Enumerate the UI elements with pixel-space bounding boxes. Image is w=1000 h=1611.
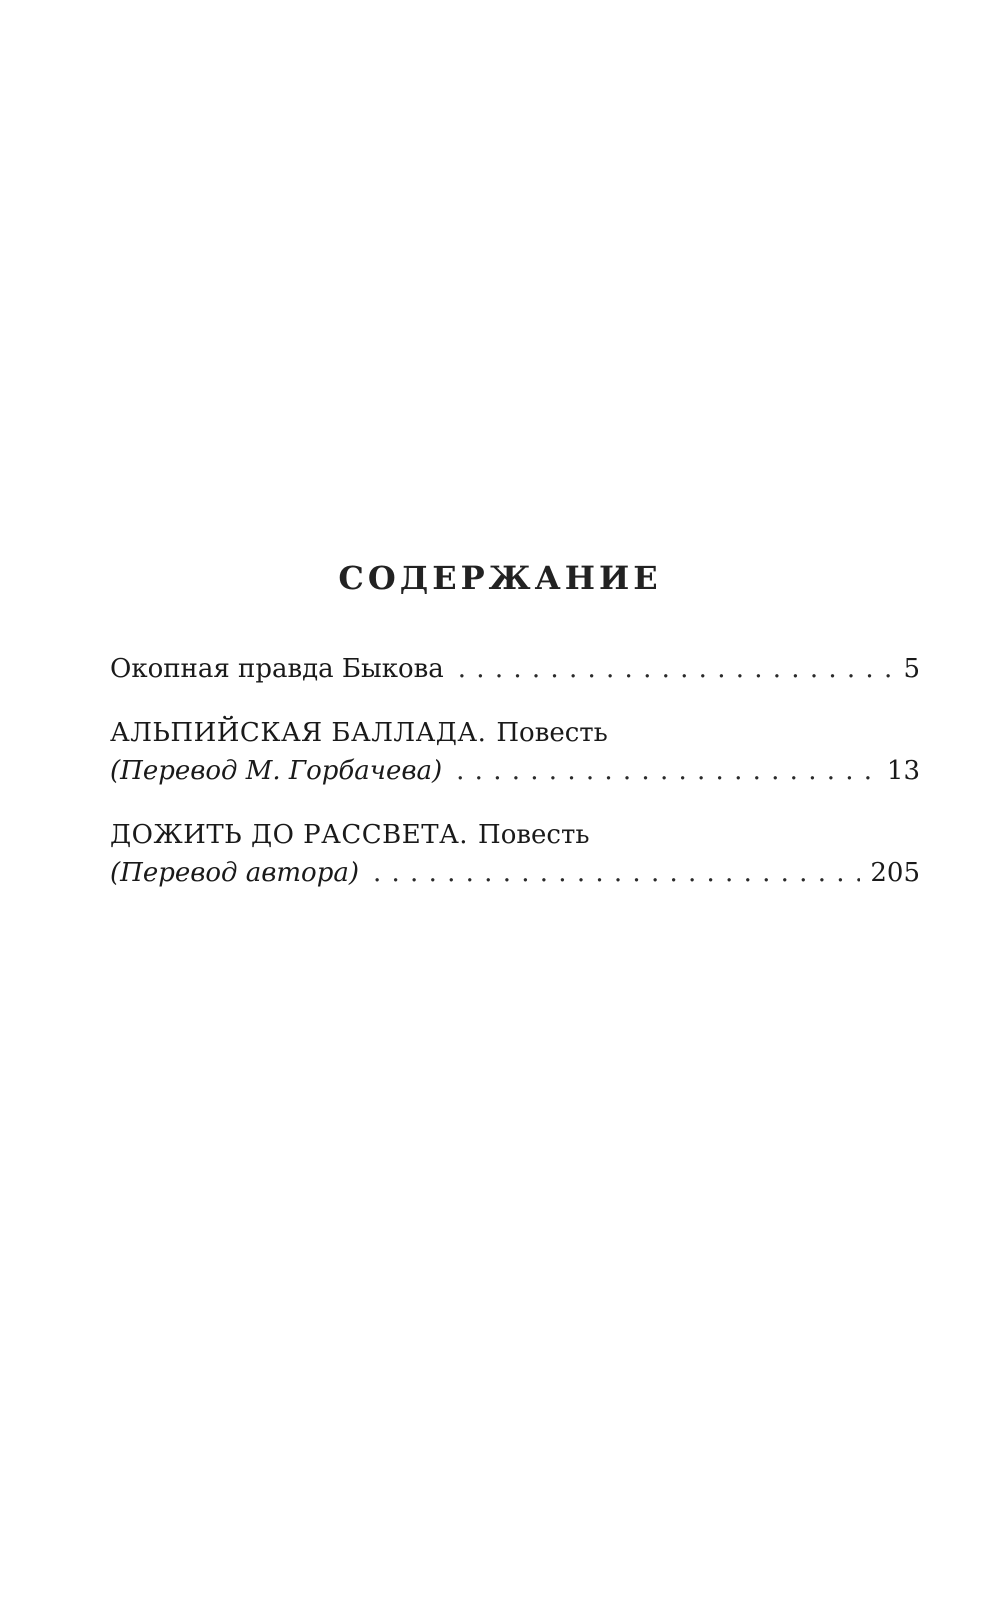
toc-entry-title-line	[110, 714, 920, 752]
toc-entry-translator-line	[110, 752, 920, 790]
toc-entry-translator: (Перевод автора)	[110, 858, 359, 888]
toc-entry-translator-line	[110, 854, 920, 892]
toc-entry-page-number: 205	[870, 858, 920, 888]
toc-entry-title: Окопная правда Быкова	[110, 654, 444, 684]
toc-entry-page-number: 13	[886, 756, 920, 786]
toc-entry-title: АЛЬПИЙСКАЯ БАЛЛАДА.	[110, 718, 487, 748]
toc-entry-line	[110, 650, 920, 688]
toc-entry-page-number: 5	[903, 654, 920, 684]
toc-entry-title: ДОЖИТЬ ДО РАССВЕТА.	[110, 820, 469, 850]
toc-entry-until-dawn	[110, 816, 920, 892]
dot-leader	[373, 854, 860, 892]
toc-entry-title-line	[110, 816, 920, 854]
table-of-contents-list	[110, 650, 920, 892]
dot-leader	[456, 752, 877, 790]
toc-entry-preface	[110, 650, 920, 688]
toc-entry-genre: Повесть	[478, 820, 590, 850]
toc-entry-genre: Повесть	[496, 718, 608, 748]
table-of-contents-heading: СОДЕРЖАНИЕ	[338, 559, 662, 597]
toc-entry-translator: (Перевод М. Горбачева)	[110, 756, 443, 786]
toc-entry-alpine-ballad	[110, 714, 920, 790]
dot-leader	[458, 650, 894, 688]
